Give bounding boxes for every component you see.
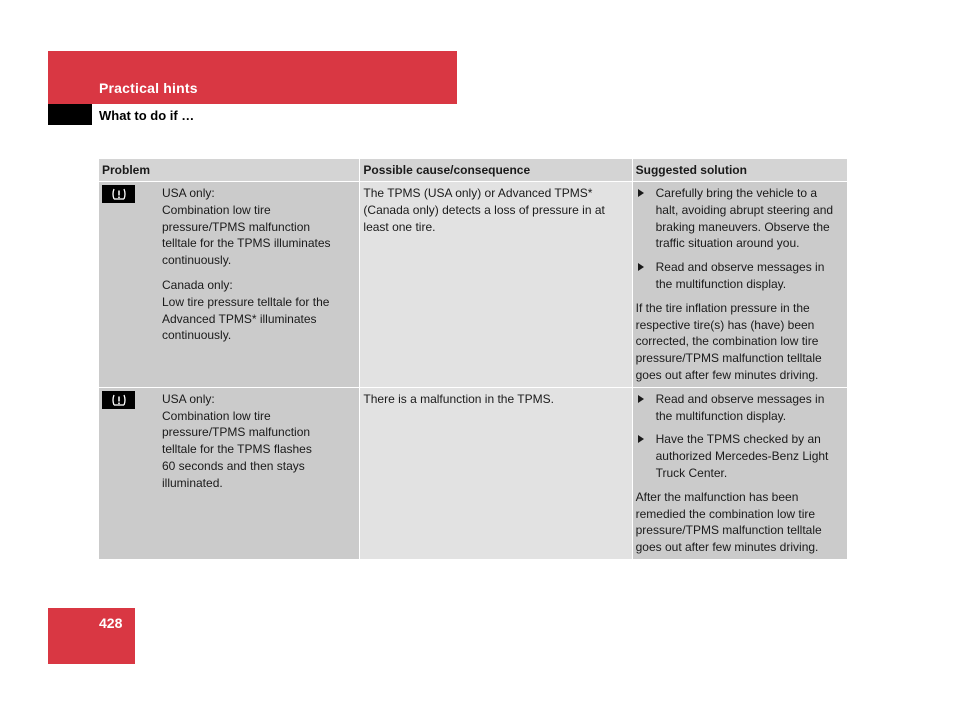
problem-cell — [99, 388, 359, 560]
solution-cell — [633, 182, 847, 388]
problem-text-usa: USA only: Combination low tire pressure/TPMS malfunction telltale for the TPMS illuminates continuously. — [162, 186, 331, 268]
column-header-cause: Possible cause/consequence — [359, 159, 632, 182]
solution-bullet: Have the TPMS checked by an authorized Mercedes-Benz Light Truck Center. — [636, 431, 844, 481]
page-number: 428 — [99, 615, 123, 631]
tpms-warning-icon — [102, 391, 135, 409]
problem-text-canada: Canada only: Low tire pressure telltale for the Advanced TPMS* illuminates continuously. — [162, 277, 330, 343]
solution-note: If the tire inflation pressure in the respective tire(s) has (have) been corrected, the combination low tire pressure/TPMS malfunction telltale goes out after few minutes driving. — [635, 300, 822, 382]
troubleshooting-table — [99, 159, 847, 560]
problem-cell — [99, 182, 359, 388]
solution-bullet: Read and observe messages in the multifunction display. — [636, 259, 844, 293]
table-row — [99, 182, 847, 388]
problem-text-usa: USA only: Combination low tire pressure/TPMS malfunction telltale for the TPMS flashes 60 seconds and then stays illuminated. — [162, 391, 312, 490]
sub-title: What to do if … — [99, 108, 195, 123]
column-header-problem: Problem — [99, 159, 359, 182]
table-row — [99, 388, 847, 560]
solution-bullet: Read and observe messages in the multifunction display. — [636, 391, 844, 425]
header-band — [48, 51, 457, 104]
cause-cell: There is a malfunction in the TPMS. — [359, 388, 632, 560]
table-header-row — [99, 159, 847, 182]
cause-cell: The TPMS (USA only) or Advanced TPMS* (Canada only) detects a loss of pressure in at least one tire. — [359, 182, 632, 388]
solution-bullet: Carefully bring the vehicle to a halt, avoiding abrupt steering and braking maneuvers. Observe the traffic situation around you. — [636, 185, 844, 252]
solution-note: After the malfunction has been remedied the combination low tire pressure/TPMS malfunction telltale goes out after few minutes driving. — [635, 489, 822, 555]
section-marker — [48, 104, 92, 125]
tpms-warning-icon — [102, 185, 135, 203]
section-title: Practical hints — [99, 80, 198, 96]
column-header-solution: Suggested solution — [633, 159, 847, 182]
solution-cell — [633, 388, 847, 560]
